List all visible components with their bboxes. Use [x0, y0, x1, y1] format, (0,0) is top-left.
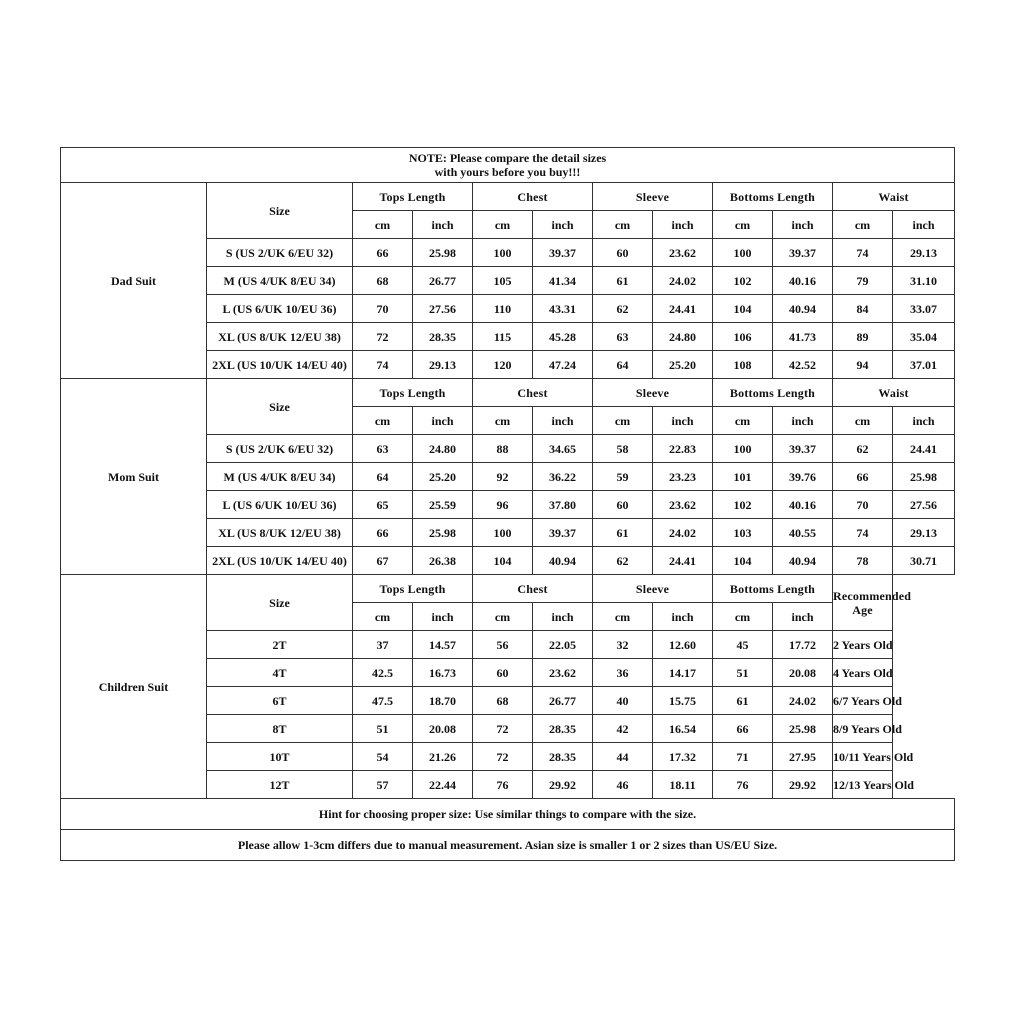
unit-inch-header: inch: [533, 603, 593, 631]
measurement-cell: 72: [473, 715, 533, 743]
sleeve-header: Sleeve: [593, 183, 713, 211]
measurement-cell: 37.80: [533, 491, 593, 519]
measurement-cell: 115: [473, 323, 533, 351]
measurement-cell: 31.10: [893, 267, 955, 295]
measurement-cell: 23.62: [533, 659, 593, 687]
mom-suit-label: Mom Suit: [61, 379, 207, 575]
measurement-cell: 64: [593, 351, 653, 379]
measurement-cell: 16.54: [653, 715, 713, 743]
unit-inch-header: inch: [413, 211, 473, 239]
measurement-cell: 25.59: [413, 491, 473, 519]
measurement-cell: 24.41: [893, 435, 955, 463]
measurement-cell: 103: [713, 519, 773, 547]
measurement-cell: 45.28: [533, 323, 593, 351]
size-header: Size: [207, 575, 353, 631]
measurement-cell: 60: [473, 659, 533, 687]
measurement-cell: 28.35: [413, 323, 473, 351]
size-name-cell: M (US 4/UK 8/EU 34): [207, 463, 353, 491]
measurement-cell: 23.62: [653, 491, 713, 519]
unit-cm-header: cm: [833, 407, 893, 435]
unit-cm-header: cm: [353, 603, 413, 631]
measurement-cell: 104: [713, 295, 773, 323]
measurement-cell: 66: [353, 519, 413, 547]
measurement-cell: 36.22: [533, 463, 593, 491]
measurement-cell: 61: [593, 519, 653, 547]
measurement-cell: 20.08: [773, 659, 833, 687]
size-name-cell: L (US 6/UK 10/EU 36): [207, 295, 353, 323]
measurement-cell: 104: [713, 547, 773, 575]
measurement-cell: 96: [473, 491, 533, 519]
note-line-2: with yours before you buy!!!: [434, 165, 581, 179]
size-name-cell: 4T: [207, 659, 353, 687]
measurement-cell: 39.37: [533, 239, 593, 267]
measurement-cell: 62: [593, 547, 653, 575]
measurement-cell: 14.17: [653, 659, 713, 687]
measurement-cell: 33.07: [893, 295, 955, 323]
unit-inch-header: inch: [413, 603, 473, 631]
measurement-cell: 68: [473, 687, 533, 715]
size-name-cell: 2T: [207, 631, 353, 659]
size-name-cell: XL (US 8/UK 12/EU 38): [207, 323, 353, 351]
footer-note: Please allow 1-3cm differs due to manual measurement. Asian size is smaller 1 or 2 sizes than US/EU Size.: [61, 830, 955, 861]
measurement-cell: 74: [833, 239, 893, 267]
measurement-cell: 24.80: [653, 323, 713, 351]
recommended-age-line-1: Recommended: [833, 588, 912, 603]
bottoms-length-header: Bottoms Length: [713, 575, 833, 603]
measurement-cell: 21.26: [413, 743, 473, 771]
measurement-cell: 39.37: [773, 239, 833, 267]
measurement-cell: 65: [353, 491, 413, 519]
measurement-cell: 78: [833, 547, 893, 575]
measurement-cell: 40.94: [533, 547, 593, 575]
unit-cm-header: cm: [713, 407, 773, 435]
measurement-cell: 67: [353, 547, 413, 575]
measurement-cell: 14.57: [413, 631, 473, 659]
measurement-cell: 89: [833, 323, 893, 351]
measurement-cell: 28.35: [533, 743, 593, 771]
size-name-cell: S (US 2/UK 6/EU 32): [207, 435, 353, 463]
measurement-cell: 24.02: [653, 267, 713, 295]
unit-cm-header: cm: [473, 407, 533, 435]
measurement-cell: 35.04: [893, 323, 955, 351]
measurement-cell: 58: [593, 435, 653, 463]
unit-cm-header: cm: [593, 603, 653, 631]
measurement-cell: 47.24: [533, 351, 593, 379]
measurement-cell: 102: [713, 491, 773, 519]
measurement-cell: 63: [353, 435, 413, 463]
measurement-cell: 22.83: [653, 435, 713, 463]
measurement-cell: 61: [713, 687, 773, 715]
measurement-cell: 105: [473, 267, 533, 295]
children-suit-label: Children Suit: [61, 575, 207, 799]
chest-header: Chest: [473, 575, 593, 603]
size-name-cell: 10T: [207, 743, 353, 771]
size-name-cell: 2XL (US 10/UK 14/EU 40): [207, 351, 353, 379]
measurement-cell: 62: [833, 435, 893, 463]
measurement-cell: 42.5: [353, 659, 413, 687]
measurement-cell: 25.98: [893, 463, 955, 491]
measurement-cell: 88: [473, 435, 533, 463]
measurement-cell: 24.41: [653, 547, 713, 575]
measurement-cell: 24.02: [773, 687, 833, 715]
measurement-cell: 22.44: [413, 771, 473, 799]
measurement-cell: 104: [473, 547, 533, 575]
measurement-cell: 72: [473, 743, 533, 771]
unit-cm-header: cm: [473, 603, 533, 631]
unit-cm-header: cm: [593, 211, 653, 239]
measurement-cell: 108: [713, 351, 773, 379]
measurement-cell: 18.70: [413, 687, 473, 715]
sleeve-header: Sleeve: [593, 575, 713, 603]
measurement-cell: 29.13: [893, 239, 955, 267]
measurement-cell: 27.56: [893, 491, 955, 519]
measurement-cell: 59: [593, 463, 653, 491]
measurement-cell: 57: [353, 771, 413, 799]
measurement-cell: 24.41: [653, 295, 713, 323]
measurement-cell: 110: [473, 295, 533, 323]
measurement-cell: 25.20: [653, 351, 713, 379]
recommended-age-header: [833, 575, 912, 631]
measurement-cell: 29.92: [773, 771, 833, 799]
measurement-cell: 24.80: [413, 435, 473, 463]
measurement-cell: 74: [833, 519, 893, 547]
measurement-cell: 39.76: [773, 463, 833, 491]
unit-inch-header: inch: [893, 211, 955, 239]
size-header: Size: [207, 183, 353, 239]
chest-header: Chest: [473, 379, 593, 407]
note-banner: [61, 148, 955, 183]
measurement-cell: 20.08: [413, 715, 473, 743]
measurement-cell: 94: [833, 351, 893, 379]
age-cell: 4 Years Old: [833, 659, 893, 687]
measurement-cell: 92: [473, 463, 533, 491]
unit-inch-header: inch: [653, 603, 713, 631]
measurement-cell: 100: [713, 435, 773, 463]
measurement-cell: 60: [593, 239, 653, 267]
measurement-cell: 39.37: [533, 519, 593, 547]
unit-inch-header: inch: [653, 407, 713, 435]
measurement-cell: 40: [593, 687, 653, 715]
unit-cm-header: cm: [713, 603, 773, 631]
unit-cm-header: cm: [473, 211, 533, 239]
measurement-cell: 47.5: [353, 687, 413, 715]
measurement-cell: 16.73: [413, 659, 473, 687]
size-name-cell: XL (US 8/UK 12/EU 38): [207, 519, 353, 547]
measurement-cell: 76: [713, 771, 773, 799]
measurement-cell: 42: [593, 715, 653, 743]
measurement-cell: 17.32: [653, 743, 713, 771]
dad-suit-label: Dad Suit: [61, 183, 207, 379]
measurement-cell: 76: [473, 771, 533, 799]
measurement-cell: 66: [713, 715, 773, 743]
measurement-cell: 74: [353, 351, 413, 379]
measurement-cell: 29.13: [893, 519, 955, 547]
tops-length-header: Tops Length: [353, 575, 473, 603]
measurement-cell: 56: [473, 631, 533, 659]
measurement-cell: 44: [593, 743, 653, 771]
measurement-cell: 54: [353, 743, 413, 771]
size-chart: [60, 147, 954, 861]
measurement-cell: 100: [473, 239, 533, 267]
measurement-cell: 70: [833, 491, 893, 519]
measurement-cell: 27.95: [773, 743, 833, 771]
age-cell: 10/11 Years Old: [833, 743, 893, 771]
measurement-cell: 30.71: [893, 547, 955, 575]
tops-length-header: Tops Length: [353, 379, 473, 407]
measurement-cell: 42.52: [773, 351, 833, 379]
age-cell: 8/9 Years Old: [833, 715, 893, 743]
bottoms-length-header: Bottoms Length: [713, 379, 833, 407]
unit-inch-header: inch: [773, 211, 833, 239]
tops-length-header: Tops Length: [353, 183, 473, 211]
measurement-cell: 37: [353, 631, 413, 659]
size-chart-table: [60, 147, 955, 861]
measurement-cell: 71: [713, 743, 773, 771]
measurement-cell: 84: [833, 295, 893, 323]
measurement-cell: 40.16: [773, 267, 833, 295]
unit-cm-header: cm: [833, 211, 893, 239]
measurement-cell: 37.01: [893, 351, 955, 379]
waist-header: Waist: [833, 379, 955, 407]
measurement-cell: 40.55: [773, 519, 833, 547]
chest-header: Chest: [473, 183, 593, 211]
measurement-cell: 27.56: [413, 295, 473, 323]
measurement-cell: 17.72: [773, 631, 833, 659]
measurement-cell: 100: [473, 519, 533, 547]
measurement-cell: 40.94: [773, 547, 833, 575]
unit-cm-header: cm: [593, 407, 653, 435]
measurement-cell: 46: [593, 771, 653, 799]
measurement-cell: 28.35: [533, 715, 593, 743]
measurement-cell: 100: [713, 239, 773, 267]
unit-inch-header: inch: [533, 407, 593, 435]
measurement-cell: 29.92: [533, 771, 593, 799]
measurement-cell: 101: [713, 463, 773, 491]
size-chart-body: [61, 148, 955, 861]
measurement-cell: 43.31: [533, 295, 593, 323]
measurement-cell: 66: [833, 463, 893, 491]
measurement-cell: 22.05: [533, 631, 593, 659]
measurement-cell: 12.60: [653, 631, 713, 659]
age-cell: 12/13 Years Old: [833, 771, 893, 799]
sleeve-header: Sleeve: [593, 379, 713, 407]
measurement-cell: 102: [713, 267, 773, 295]
hint-text: Hint for choosing proper size: Use similar things to compare with the size.: [61, 799, 955, 830]
measurement-cell: 18.11: [653, 771, 713, 799]
unit-cm-header: cm: [353, 407, 413, 435]
measurement-cell: 72: [353, 323, 413, 351]
measurement-cell: 45: [713, 631, 773, 659]
unit-inch-header: inch: [653, 211, 713, 239]
unit-inch-header: inch: [773, 407, 833, 435]
measurement-cell: 26.77: [533, 687, 593, 715]
size-name-cell: M (US 4/UK 8/EU 34): [207, 267, 353, 295]
unit-inch-header: inch: [533, 211, 593, 239]
size-name-cell: 12T: [207, 771, 353, 799]
measurement-cell: 25.98: [413, 239, 473, 267]
recommended-age-line-2: Age: [852, 602, 873, 617]
unit-inch-header: inch: [893, 407, 955, 435]
age-cell: 2 Years Old: [833, 631, 893, 659]
measurement-cell: 40.94: [773, 295, 833, 323]
age-cell: 6/7 Years Old: [833, 687, 893, 715]
measurement-cell: 60: [593, 491, 653, 519]
measurement-cell: 25.98: [773, 715, 833, 743]
measurement-cell: 40.16: [773, 491, 833, 519]
measurement-cell: 25.98: [413, 519, 473, 547]
measurement-cell: 41.34: [533, 267, 593, 295]
size-header: Size: [207, 379, 353, 435]
measurement-cell: 62: [593, 295, 653, 323]
measurement-cell: 39.37: [773, 435, 833, 463]
bottoms-length-header: Bottoms Length: [713, 183, 833, 211]
unit-cm-header: cm: [353, 211, 413, 239]
measurement-cell: 61: [593, 267, 653, 295]
measurement-cell: 32: [593, 631, 653, 659]
measurement-cell: 15.75: [653, 687, 713, 715]
measurement-cell: 23.62: [653, 239, 713, 267]
measurement-cell: 23.23: [653, 463, 713, 491]
unit-inch-header: inch: [413, 407, 473, 435]
measurement-cell: 66: [353, 239, 413, 267]
measurement-cell: 24.02: [653, 519, 713, 547]
measurement-cell: 120: [473, 351, 533, 379]
measurement-cell: 26.38: [413, 547, 473, 575]
measurement-cell: 63: [593, 323, 653, 351]
measurement-cell: 51: [713, 659, 773, 687]
measurement-cell: 106: [713, 323, 773, 351]
measurement-cell: 36: [593, 659, 653, 687]
size-name-cell: L (US 6/UK 10/EU 36): [207, 491, 353, 519]
measurement-cell: 29.13: [413, 351, 473, 379]
measurement-cell: 64: [353, 463, 413, 491]
measurement-cell: 34.65: [533, 435, 593, 463]
measurement-cell: 70: [353, 295, 413, 323]
size-name-cell: 8T: [207, 715, 353, 743]
measurement-cell: 51: [353, 715, 413, 743]
size-name-cell: S (US 2/UK 6/EU 32): [207, 239, 353, 267]
size-name-cell: 2XL (US 10/UK 14/EU 40): [207, 547, 353, 575]
measurement-cell: 25.20: [413, 463, 473, 491]
waist-header: Waist: [833, 183, 955, 211]
unit-inch-header: inch: [773, 603, 833, 631]
measurement-cell: 79: [833, 267, 893, 295]
measurement-cell: 41.73: [773, 323, 833, 351]
size-name-cell: 6T: [207, 687, 353, 715]
unit-cm-header: cm: [713, 211, 773, 239]
note-line-1: NOTE: Please compare the detail sizes: [408, 151, 607, 165]
measurement-cell: 26.77: [413, 267, 473, 295]
measurement-cell: 68: [353, 267, 413, 295]
